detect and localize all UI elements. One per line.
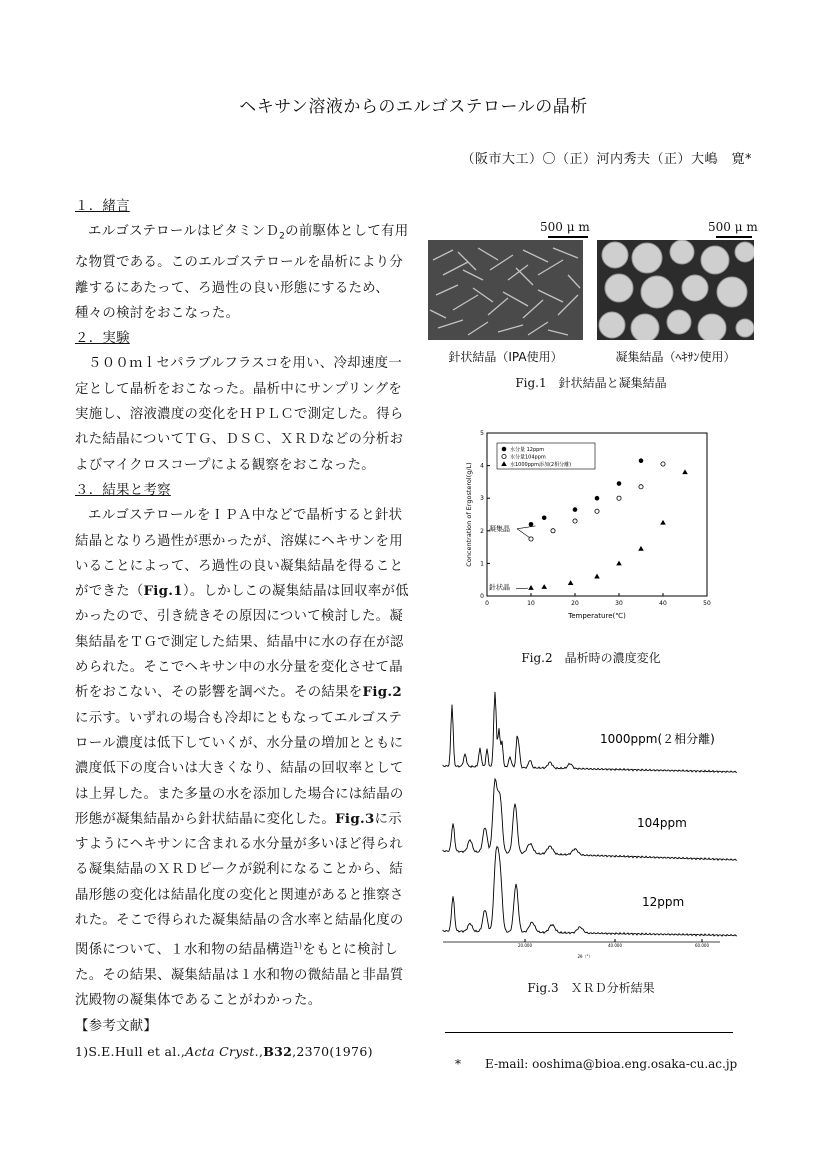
data-point <box>502 447 507 452</box>
caption-text: 晶析時の濃度変化 <box>564 651 661 665</box>
xrd-label-104ppm: 104ppm <box>637 816 687 830</box>
data-point <box>661 462 665 466</box>
text-run: の前駆体として有用な物質である。このエルゴステロールを晶析により分離するにあたって、ろ過性の良い形態にするため、種々の検討をおこなった。 <box>75 224 409 321</box>
x-tick-label: 20.000 <box>518 943 532 948</box>
data-point <box>541 584 547 589</box>
data-point <box>639 458 644 463</box>
text-run: エルゴステロールをＩＰＡ中などで晶析すると針状結晶となりろ過性が悪かったが、溶媒にヘキサンを用いることによって、ろ過性の良い凝集結晶を得ることができた（ <box>75 508 404 600</box>
scale-label-right: 500 μ m <box>708 220 758 234</box>
text-run: をもとに検討した。その結果、凝集結晶は１水和物の微結晶と非晶質沈殿物の凝集体であることがわかった。 <box>75 942 404 1009</box>
xrd-label-1000ppm: 1000ppm(２相分離) <box>600 732 715 746</box>
data-point <box>551 529 555 533</box>
fig1-label-needle: 針状結晶（IPA使用） <box>448 350 563 364</box>
data-point <box>542 515 547 520</box>
data-point <box>573 519 577 523</box>
data-point <box>529 537 533 541</box>
x-tick-label: 20 <box>571 600 579 607</box>
x-tick-label: 60.000 <box>695 943 709 948</box>
text-run: に示すようにヘキサンに含まれる水分量が多いほど得られる凝集結晶のＸＲＤピークが鋭利になることから、結晶形態の変化は結晶化度の変化と関連があると推察された。そこで得られた凝集結晶の含水率と結晶化度の関係について、１水和物の結晶構造 <box>75 811 404 958</box>
aggregate-crystal-image <box>597 240 754 340</box>
paragraph-experiment: ５００ｍｌセパラブルフラスコを用い、冷却速度一定として晶析をおこなった。晶析中にサンプリングを実施し、溶液濃度の変化をＨＰＬＣで測定した。得られた結晶についてＴＧ、ＤＳＣ、ＸＲＤなどの分析およびマイクロスコープによる観察をおこなった。 <box>75 356 404 473</box>
concentration-chart <box>460 425 730 625</box>
data-point <box>639 485 643 489</box>
scale-label-left: 500 μ m <box>540 220 590 234</box>
fig1-label-aggregate: 凝集結晶（ﾍｷｻﾝ使用） <box>615 350 736 364</box>
ref-journal: Acta Cryst. <box>185 1043 259 1059</box>
caption-text: ＸＲＤ分析結果 <box>570 981 655 995</box>
x-tick-label: 40 <box>659 600 667 607</box>
footnote-rule <box>445 1032 733 1033</box>
y-tick-label: 0 <box>480 593 484 600</box>
legend-label: 水分量 12ppm <box>510 447 545 453</box>
x-tick-label: 30 <box>615 600 623 607</box>
fig1-caption <box>428 374 754 391</box>
caption-number: Fig.3 <box>527 981 559 995</box>
legend-label: 水1000ppm添加(2相分離) <box>510 462 572 468</box>
annotation-aggregate: 凝集晶 <box>489 524 510 533</box>
annotation-arrow <box>517 529 529 538</box>
caption-number: Fig.2 <box>521 651 553 665</box>
chart-legend <box>497 443 595 469</box>
data-series <box>529 462 665 541</box>
author-line: （阪市大工）〇（正）河内秀夫（正）大嶋 寛* <box>461 152 752 167</box>
y-tick-label: 3 <box>480 495 484 503</box>
text-run: ）。しかしこの凝集結晶は回収率が低かったので、引き続きその原因について検討した。凝集結晶をＴＧで測定した結果、結晶中に水の存在が認められた。そこでヘキサン中の水分量を変化させて晶析をおこない、その影響を調べた。その結果を <box>75 584 409 701</box>
ref-sep: , <box>258 1043 264 1059</box>
scale-bar-right <box>716 236 752 238</box>
paragraph-intro <box>75 219 410 326</box>
xrd-chart <box>440 688 740 963</box>
section-heading-experiment: ２．実験 <box>75 331 130 347</box>
section-heading-intro: １．緒言 <box>75 199 130 214</box>
xrd-pattern-line <box>443 847 737 937</box>
x-axis-label: Temperature(℃) <box>568 612 626 620</box>
data-point <box>568 580 574 585</box>
data-point <box>660 520 666 525</box>
fig2-caption <box>428 649 754 666</box>
ref-superscript: 1) <box>293 941 303 951</box>
subscript: 2 <box>279 231 286 242</box>
data-point <box>617 496 621 500</box>
xrd-label-12ppm: 12ppm <box>642 895 685 909</box>
caption-text: 針状結晶と凝集結晶 <box>558 376 667 390</box>
ref-volume: B32 <box>263 1043 293 1059</box>
xrd-pattern-line <box>443 779 737 860</box>
paragraph-results <box>75 503 410 1013</box>
fig-ref: Fig.2 <box>362 684 402 701</box>
legend-label: 水分量104ppm <box>510 454 546 461</box>
reference-item <box>75 1039 410 1064</box>
annotation-needle: 針状晶 <box>489 583 510 592</box>
data-point <box>573 507 578 512</box>
section-heading-results: ３．結果と考察 <box>75 482 171 498</box>
y-tick-label: 4 <box>480 462 484 470</box>
data-point <box>502 454 506 458</box>
y-axis-label: Concentration of Ergosterol(g/L) <box>465 462 473 567</box>
data-point <box>528 585 534 590</box>
needle-crystal-image <box>428 240 583 340</box>
y-tick-label: 1 <box>480 560 484 568</box>
x-tick-label: 40.000 <box>608 943 622 948</box>
data-point <box>594 574 600 579</box>
needle-crystal-micrograph <box>428 240 583 340</box>
fig-ref: Fig.1 <box>143 583 183 600</box>
aggregate-crystal-micrograph <box>597 240 754 340</box>
x-axis-label: 2θ（°） <box>577 954 593 959</box>
y-tick-label: 5 <box>480 430 484 437</box>
fig-ref: Fig.3 <box>335 810 375 827</box>
x-tick-label: 50 <box>703 600 711 607</box>
annotation-arrow <box>516 588 528 589</box>
fig3-caption <box>428 979 754 996</box>
data-point <box>595 509 599 513</box>
page-title: ヘキサン溶液からのエルゴステロールの晶析 <box>239 97 588 117</box>
data-point <box>638 546 644 551</box>
annotation-arrow <box>517 526 535 529</box>
data-point <box>682 469 688 474</box>
data-point <box>595 496 600 501</box>
references-heading: 【参考文献】 <box>75 1018 158 1034</box>
data-point <box>616 561 622 566</box>
data-point <box>529 522 534 527</box>
x-tick-label: 10 <box>527 600 535 607</box>
footnote-email: * E-mail: ooshima@bioa.eng.osaka-cu.ac.jp <box>455 1057 738 1071</box>
caption-number: Fig.1 <box>515 376 547 390</box>
scale-bar-left <box>548 236 588 238</box>
text-run: エルゴステロールはビタミンＤ <box>88 224 280 240</box>
body-text <box>75 194 410 1064</box>
ref-authors: 1)S.E.Hull et al., <box>75 1043 186 1059</box>
y-tick-label: 2 <box>480 527 484 535</box>
x-tick-label: 0 <box>485 600 489 607</box>
ref-pages: ,2370(1976) <box>292 1043 373 1059</box>
data-point <box>617 481 622 486</box>
text-run: に示す。いずれの場合も冷却にともなってエルゴステロール濃度は低下していくが、水分量の増加とともに濃度低下の度合いは大きくなり、結晶の回収率としては上昇した。また多量の水を添加した場合には結晶の形態が凝集結晶から針状結晶に変化した。 <box>75 710 404 827</box>
